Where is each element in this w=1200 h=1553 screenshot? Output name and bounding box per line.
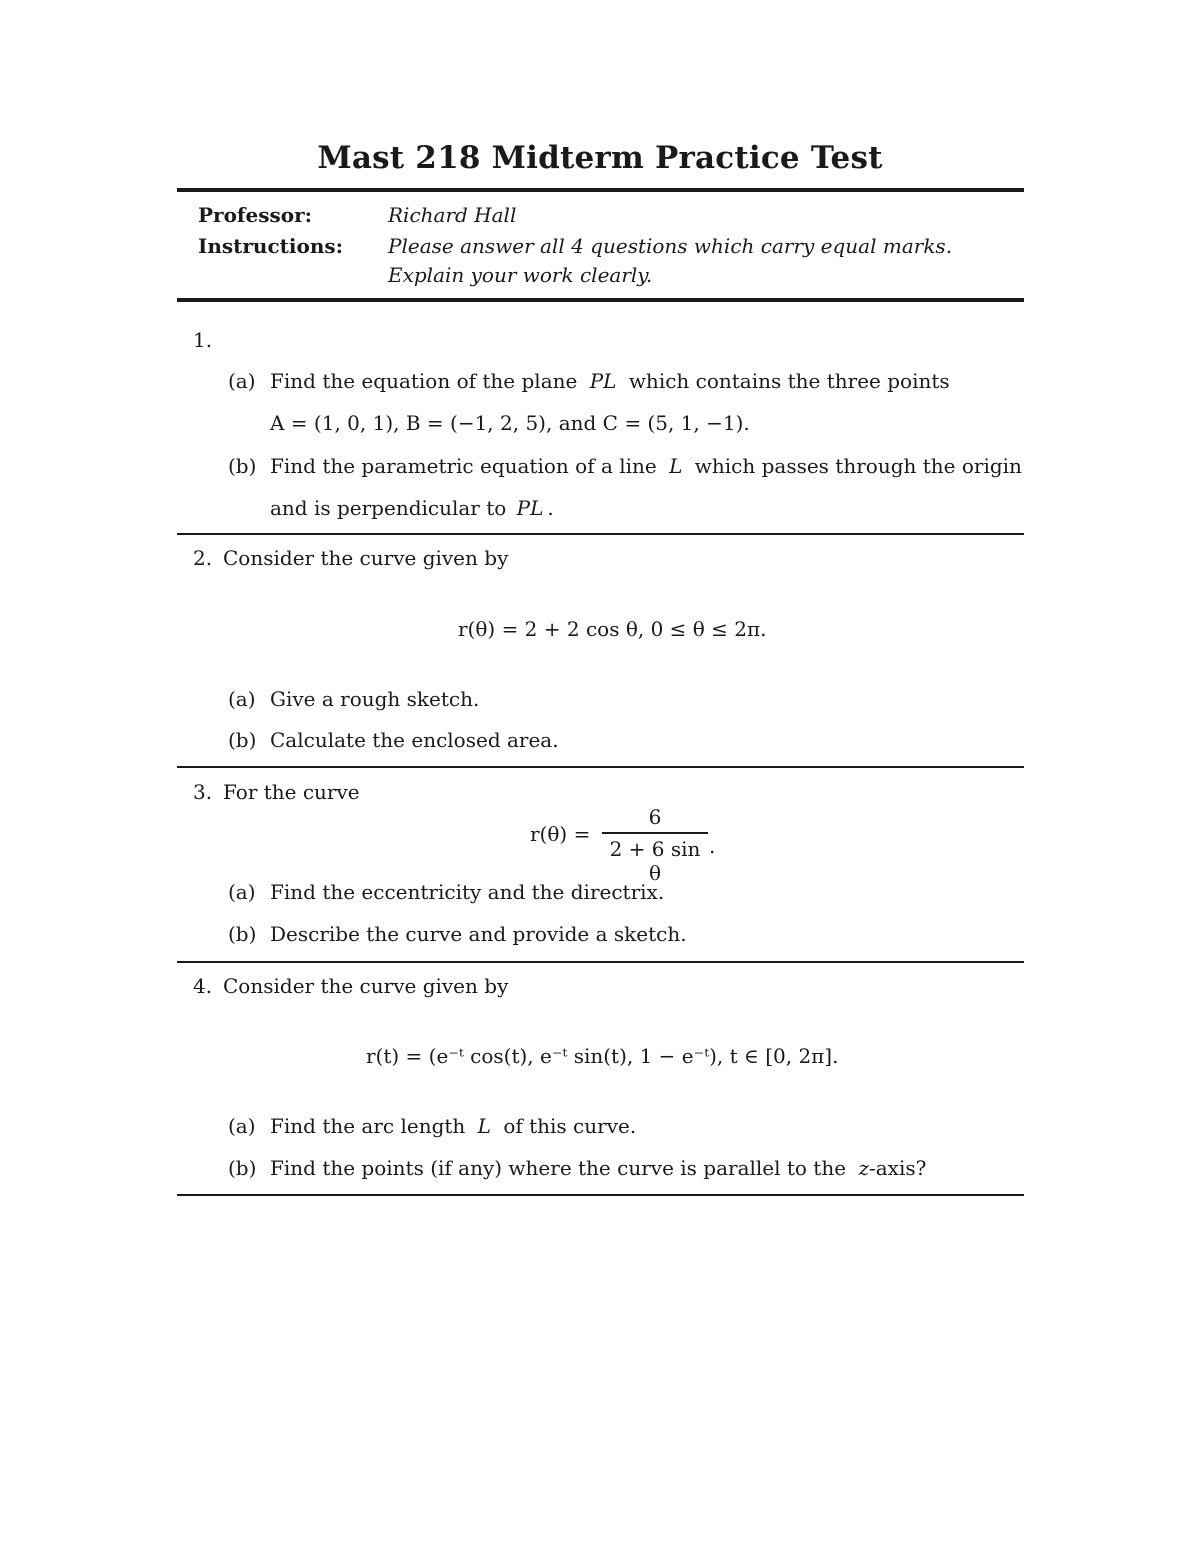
q4-intro: Consider the curve given by [223, 974, 509, 998]
professor-name: Richard Hall [388, 203, 517, 227]
professor-label: Professor: [198, 203, 313, 227]
page-title: Mast 218 Midterm Practice Test [317, 140, 883, 176]
q2-a-label: (a) [228, 687, 256, 711]
q3-fraction [602, 805, 708, 885]
q4-a-post: of this curve. [503, 1114, 637, 1138]
q3-b-text: Describe the curve and provide a sketch. [270, 922, 687, 946]
q1-b-line-2 [270, 496, 554, 520]
q1-b-label: (b) [228, 454, 257, 478]
q1-b-line-1-post: which passes through the origin [694, 454, 1022, 478]
q1-a-plane-name: PL [589, 369, 617, 393]
q4-b-pre: Find the points (if any) where the curve is parallel to the [270, 1156, 847, 1180]
q1-b-line-1-pre: Find the parametric equation of a line [270, 454, 657, 478]
q1-a-points: A = (1, 0, 1), B = (−1, 2, 5), and C = (5, 1, −1). [270, 411, 750, 435]
q3-equation-lhs: r(θ) = [530, 822, 591, 846]
q4-equation: r(t) = (e⁻ᵗ cos(t), e⁻ᵗ sin(t), 1 − e⁻ᵗ), t ∈ [0, 2π]. [366, 1044, 839, 1068]
q1-a-line-1-post: which contains the three points [628, 369, 950, 393]
q1-a-line-1 [270, 369, 950, 393]
q3-fraction-denominator: 2 + 6 sin θ [609, 836, 701, 885]
instructions-label: Instructions: [198, 234, 344, 258]
q3-fraction-numerator: 6 [648, 805, 662, 829]
q2-b-label: (b) [228, 728, 257, 752]
q1-b-line-2-pre: and is perpendicular to [270, 496, 507, 520]
q1-b-line-name: L [669, 454, 683, 478]
instructions-line-2: Explain your work clearly. [388, 263, 653, 287]
q3-a-text: Find the eccentricity and the directrix. [270, 880, 665, 904]
q3-fraction-bar [602, 832, 708, 834]
q4-b-post: -axis? [868, 1156, 927, 1180]
q4-a-arc-length-symbol: L [477, 1114, 491, 1138]
header-bottom-rule [177, 298, 1024, 302]
q2-divider [177, 766, 1024, 768]
q4-a-text [270, 1114, 636, 1138]
q2-b-text: Calculate the enclosed area. [270, 728, 559, 752]
q4-b-text [270, 1156, 926, 1180]
q1-number: 1. [193, 328, 213, 352]
q2-intro: Consider the curve given by [223, 546, 509, 570]
q3-b-label: (b) [228, 922, 257, 946]
q3-number: 3. [193, 780, 213, 804]
q4-divider [177, 1194, 1024, 1196]
header-top-rule [177, 188, 1024, 192]
q2-number: 2. [193, 546, 213, 570]
q2-a-text: Give a rough sketch. [270, 687, 480, 711]
q4-b-label: (b) [228, 1156, 257, 1180]
q1-b-line-2-post: . [547, 496, 554, 520]
q4-a-label: (a) [228, 1114, 256, 1138]
instructions-line-1: Please answer all 4 questions which carry equal marks. [388, 234, 953, 258]
q1-divider [177, 533, 1024, 535]
q3-a-label: (a) [228, 880, 256, 904]
q1-b-plane-name: PL [516, 496, 544, 520]
q3-divider [177, 961, 1024, 963]
q2-equation: r(θ) = 2 + 2 cos θ, 0 ≤ θ ≤ 2π. [458, 617, 767, 641]
q1-b-line-1 [270, 454, 1022, 478]
q4-b-axis-symbol: z [858, 1156, 869, 1180]
q3-intro: For the curve [223, 780, 360, 804]
q4-a-pre: Find the arc length [270, 1114, 466, 1138]
q1-a-label: (a) [228, 369, 256, 393]
q3-equation-end: . [709, 834, 716, 858]
q4-number: 4. [193, 974, 213, 998]
q1-a-line-1-pre: Find the equation of the plane [270, 369, 578, 393]
